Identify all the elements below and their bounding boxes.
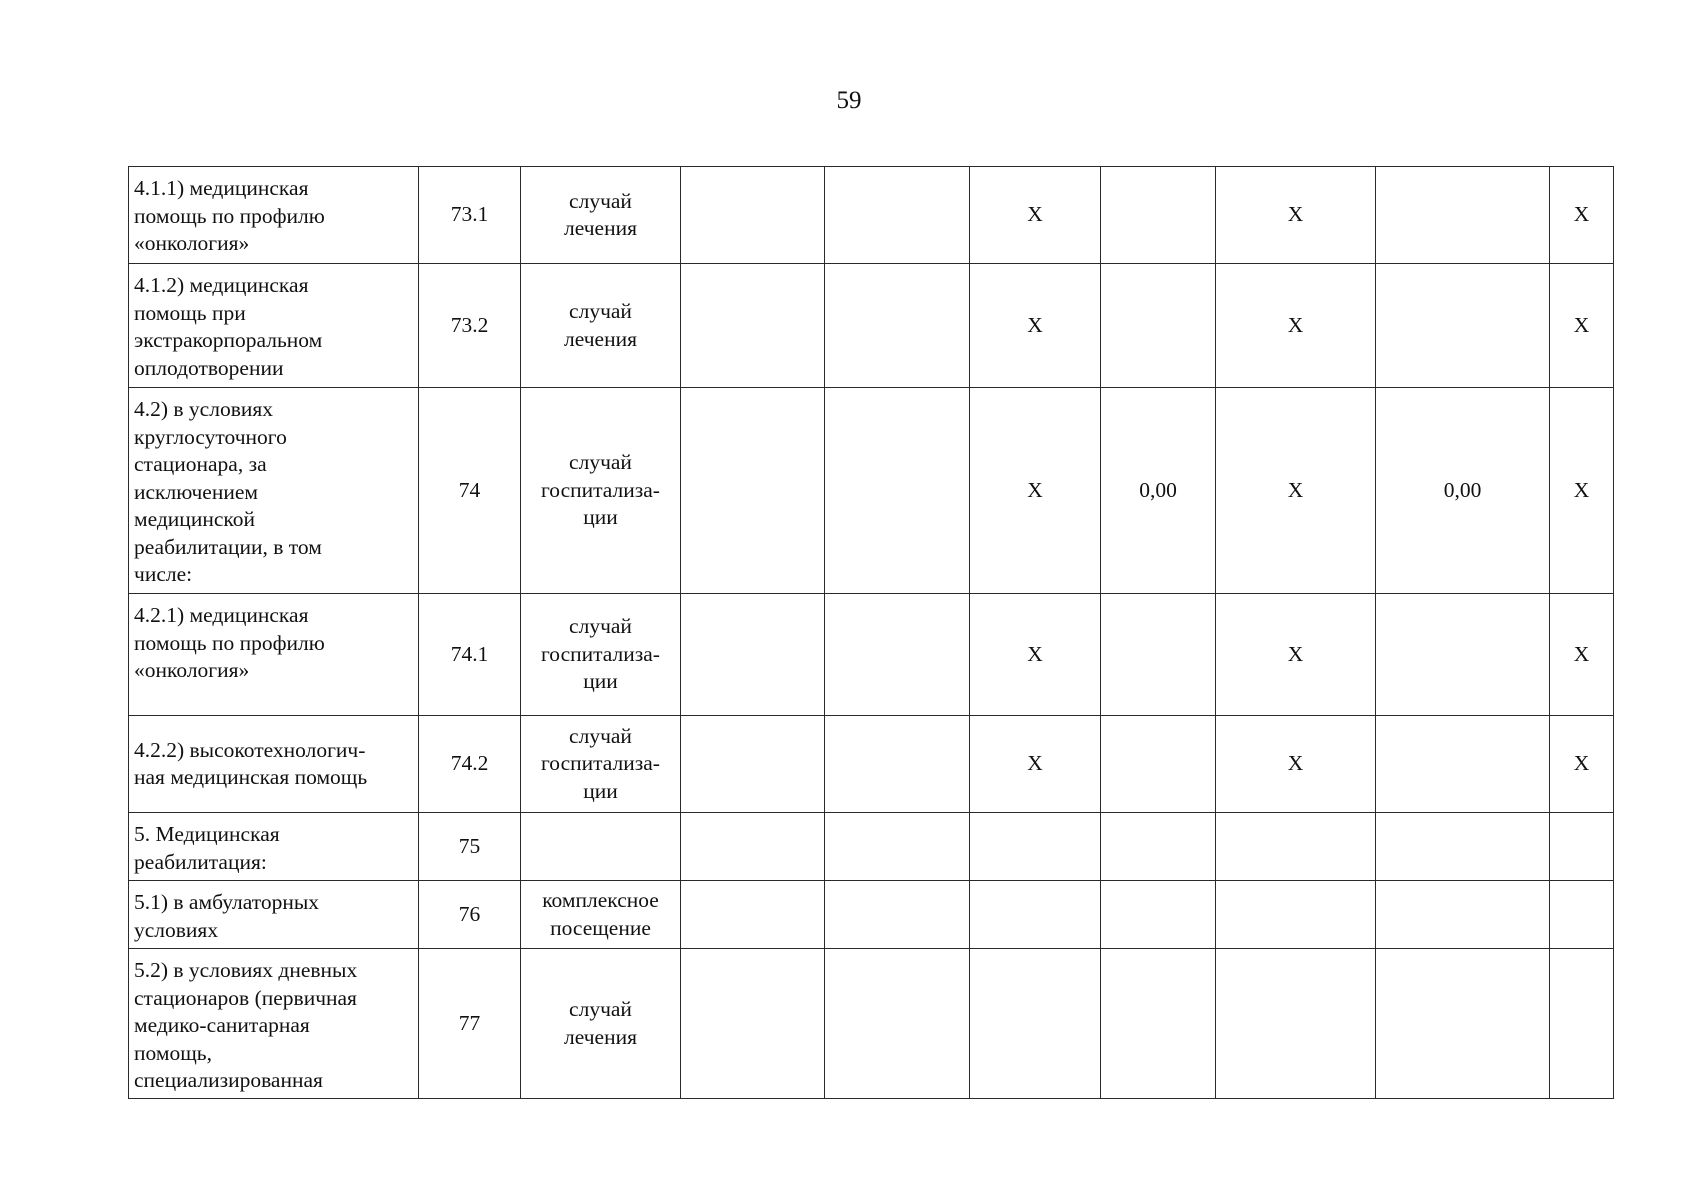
value-cell <box>1376 716 1550 813</box>
value-cell <box>1101 716 1216 813</box>
value-cell <box>1376 594 1550 716</box>
value-cell <box>1216 264 1376 388</box>
unit-label: случай госпитализа- ции <box>541 723 660 803</box>
value-cell <box>1376 949 1550 1099</box>
line-number-cell <box>419 594 521 716</box>
table-row <box>129 264 1614 388</box>
value-cell <box>825 167 970 264</box>
value-cell <box>1376 388 1550 594</box>
value-cell <box>1376 167 1550 264</box>
unit-cell <box>521 881 681 949</box>
line-number: 74.2 <box>450 751 489 776</box>
cell-value: X <box>1287 312 1304 337</box>
line-number: 75 <box>458 833 481 858</box>
value-cell <box>825 388 970 594</box>
unit-cell <box>521 813 681 881</box>
value-cell <box>1101 881 1216 949</box>
value-cell <box>825 594 970 716</box>
value-cell <box>681 167 825 264</box>
line-number: 74 <box>458 477 481 502</box>
row-name: 4.2.1) медицинская помощь по профилю «онкология» <box>134 603 325 682</box>
unit-cell <box>521 716 681 813</box>
value-cell <box>1216 388 1376 594</box>
line-number: 73.2 <box>450 312 489 337</box>
cell-value: X <box>1573 641 1590 666</box>
row-name-cell <box>129 881 419 949</box>
table-row <box>129 167 1614 264</box>
value-cell <box>681 881 825 949</box>
cell-value: X <box>1573 202 1590 227</box>
cell-value: X <box>1573 477 1590 502</box>
value-cell <box>1101 167 1216 264</box>
page-number: 59 <box>836 87 862 114</box>
line-number-cell <box>419 388 521 594</box>
row-name: 4.1.2) медицинская помощь при экстракорпоральном оплодотворении <box>134 273 323 380</box>
value-cell <box>681 264 825 388</box>
value-cell <box>970 388 1101 594</box>
cell-value: 0,00 <box>1139 477 1177 502</box>
value-cell <box>970 716 1101 813</box>
unit-cell <box>521 949 681 1099</box>
row-name-cell <box>129 949 419 1099</box>
cell-value: X <box>1027 751 1043 776</box>
unit-label: случай госпитализа- ции <box>541 450 660 530</box>
row-name: 4.1.1) медицинская помощь по профилю «онкология» <box>134 176 325 255</box>
row-name: 4.2) в условиях круглосуточного стационара, за исключением медицинской реабилитации, в том числе: <box>134 397 322 586</box>
row-name: 5. Медицинская реабилитация: <box>134 822 280 874</box>
value-cell <box>1216 813 1376 881</box>
table-row <box>129 813 1614 881</box>
line-number: 77 <box>458 1010 481 1035</box>
line-number: 76 <box>458 901 481 926</box>
line-number-cell <box>419 264 521 388</box>
table-row <box>129 388 1614 594</box>
value-cell <box>1216 594 1376 716</box>
line-number-cell <box>419 167 521 264</box>
table-row <box>129 881 1614 949</box>
line-number: 74.1 <box>450 641 489 666</box>
row-name-cell <box>129 716 419 813</box>
value-cell <box>1550 949 1614 1099</box>
line-number: 73.1 <box>450 202 489 227</box>
value-cell <box>1550 264 1614 388</box>
cell-value: X <box>1027 312 1043 337</box>
row-name: 4.2.2) высокотехнологич- ная медицинская помощь <box>134 737 368 789</box>
value-cell <box>1101 388 1216 594</box>
unit-label: комплексное посещение <box>542 888 659 940</box>
cell-value: X <box>1287 751 1304 776</box>
cell-value: X <box>1027 202 1043 227</box>
row-name-cell <box>129 594 419 716</box>
unit-cell <box>521 167 681 264</box>
value-cell <box>1101 949 1216 1099</box>
unit-label: случай лечения <box>564 299 637 351</box>
row-name: 5.2) в условиях дневных стационаров (первичная медико-санитарная помощь, специализированная <box>134 958 358 1092</box>
value-cell <box>1216 881 1376 949</box>
value-cell <box>1550 594 1614 716</box>
line-number-cell <box>419 881 521 949</box>
value-cell <box>1101 594 1216 716</box>
row-name-cell <box>129 264 419 388</box>
value-cell <box>970 594 1101 716</box>
value-cell <box>1216 949 1376 1099</box>
unit-label: случай лечения <box>564 188 637 240</box>
value-cell <box>1550 167 1614 264</box>
value-cell <box>681 716 825 813</box>
value-cell <box>1376 264 1550 388</box>
row-name-cell <box>129 388 419 594</box>
table-row <box>129 949 1614 1099</box>
cell-value: X <box>1287 202 1304 227</box>
row-name-cell <box>129 167 419 264</box>
unit-cell <box>521 388 681 594</box>
value-cell <box>1101 264 1216 388</box>
value-cell <box>1101 813 1216 881</box>
value-cell <box>1216 716 1376 813</box>
table-row <box>129 716 1614 813</box>
value-cell <box>1376 813 1550 881</box>
cell-value: X <box>1287 477 1304 502</box>
value-cell <box>681 388 825 594</box>
value-cell <box>970 813 1101 881</box>
value-cell <box>1376 881 1550 949</box>
line-number-cell <box>419 716 521 813</box>
value-cell <box>1550 881 1614 949</box>
data-table <box>128 166 1614 1099</box>
value-cell <box>825 813 970 881</box>
value-cell <box>970 167 1101 264</box>
value-cell <box>970 264 1101 388</box>
value-cell <box>825 881 970 949</box>
table-row <box>129 594 1614 716</box>
value-cell <box>825 264 970 388</box>
cell-value: X <box>1287 641 1304 666</box>
value-cell <box>1216 167 1376 264</box>
value-cell <box>825 949 970 1099</box>
row-name-cell <box>129 813 419 881</box>
cell-value: X <box>1027 641 1043 666</box>
cell-value: 0,00 <box>1443 477 1482 502</box>
line-number-cell <box>419 949 521 1099</box>
value-cell <box>1550 388 1614 594</box>
value-cell <box>681 949 825 1099</box>
cell-value: X <box>1573 312 1590 337</box>
row-name: 5.1) в амбулаторных условиях <box>134 890 320 942</box>
line-number-cell <box>419 813 521 881</box>
value-cell <box>1550 813 1614 881</box>
unit-label: случай лечения <box>564 997 637 1049</box>
unit-label: случай госпитализа- ции <box>541 614 660 694</box>
value-cell <box>970 949 1101 1099</box>
unit-cell <box>521 264 681 388</box>
value-cell <box>681 813 825 881</box>
unit-cell <box>521 594 681 716</box>
cell-value: X <box>1027 477 1043 502</box>
value-cell <box>825 716 970 813</box>
cell-value: X <box>1573 751 1590 776</box>
value-cell <box>1550 716 1614 813</box>
value-cell <box>681 594 825 716</box>
value-cell <box>970 881 1101 949</box>
